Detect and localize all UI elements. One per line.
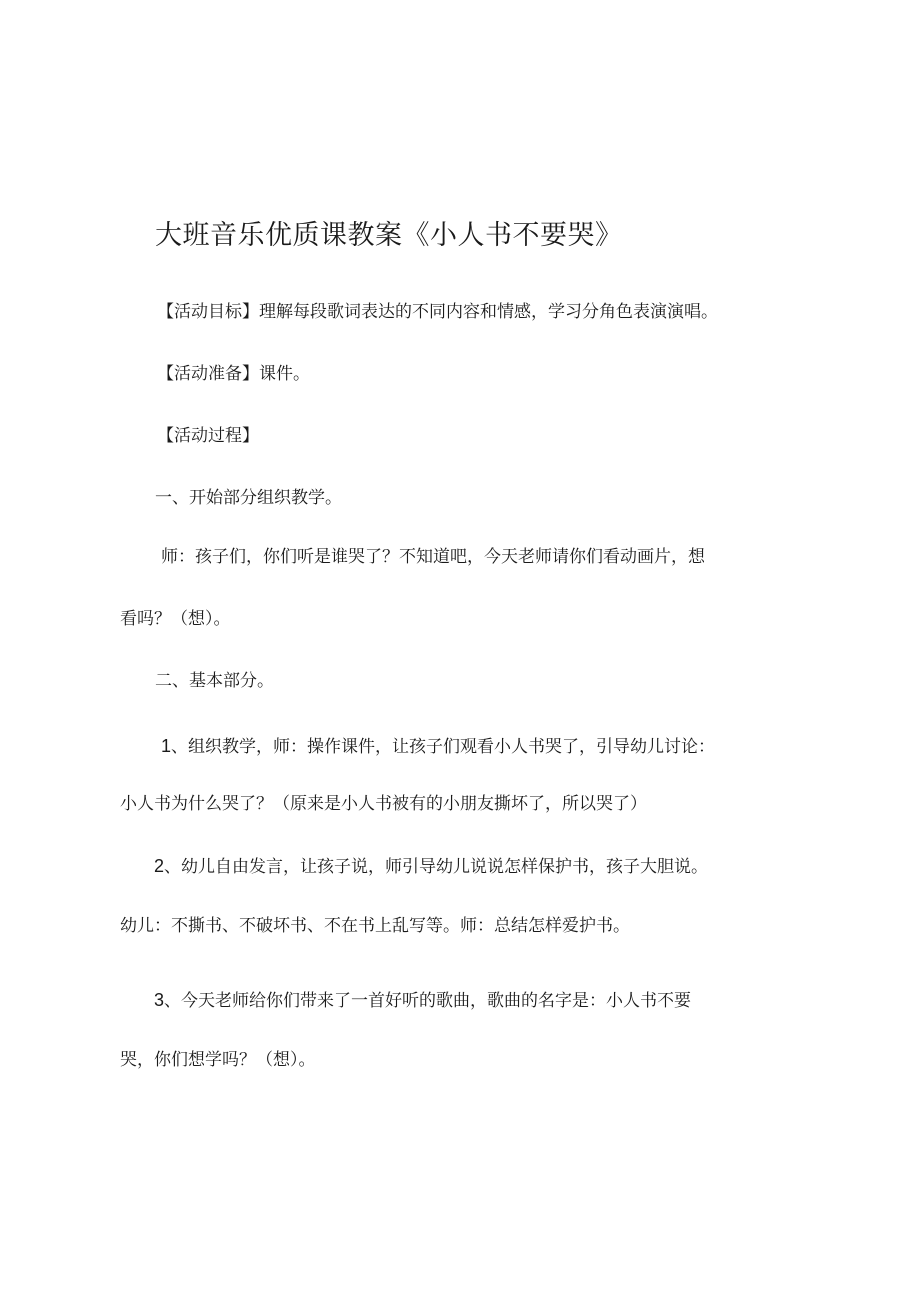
goal-text: 理解每段歌词表达的不同内容和情感，学习分角色表演演唱。	[259, 302, 718, 322]
item2-number: 2	[154, 856, 165, 876]
item2-text: 、幼儿自由发言，让孩子说，师引导幼儿说说怎样保护书，孩子大胆说。	[164, 857, 709, 877]
part2-heading: 二、基本部分。	[155, 671, 274, 691]
activity-process-label: 【活动过程】	[157, 426, 259, 446]
item3-line1	[154, 988, 691, 1013]
item2-line1	[154, 854, 708, 879]
activity-preparation	[157, 362, 310, 386]
item3-number: 3	[154, 990, 165, 1010]
item1-text: 、组织教学，师：操作课件，让孩子们观看小人书哭了，引导幼儿讨论：	[171, 737, 716, 757]
item3-line2: 哭，你们想学吗？（想）。	[120, 1050, 316, 1070]
prep-text: 课件。	[259, 364, 310, 384]
item1-line1	[161, 734, 715, 759]
page-title: 大班音乐优质课教案《小人书不要哭》	[155, 220, 623, 251]
item3-text: 、今天老师给你们带来了一首好听的歌曲，歌曲的名字是：小人书不要	[164, 991, 692, 1011]
item1-number: 1	[161, 736, 172, 756]
part1-paragraph-line2: 看吗？（想）。	[120, 609, 231, 629]
part1-paragraph-line1: 师：孩子们，你们听是谁哭了？不知道吧，今天老师请你们看动画片，想	[161, 547, 705, 567]
activity-goal	[157, 300, 718, 324]
goal-label: 【活动目标】	[157, 302, 259, 322]
prep-label: 【活动准备】	[157, 364, 259, 384]
item1-line2: 小人书为什么哭了？（原来是小人书被有的小朋友撕坏了，所以哭了）	[120, 794, 647, 814]
item2-line2: 幼儿：不撕书、不破坏书、不在书上乱写等。师：总结怎样爱护书。	[120, 916, 630, 936]
part1-heading: 一、开始部分组织教学。	[155, 488, 342, 508]
